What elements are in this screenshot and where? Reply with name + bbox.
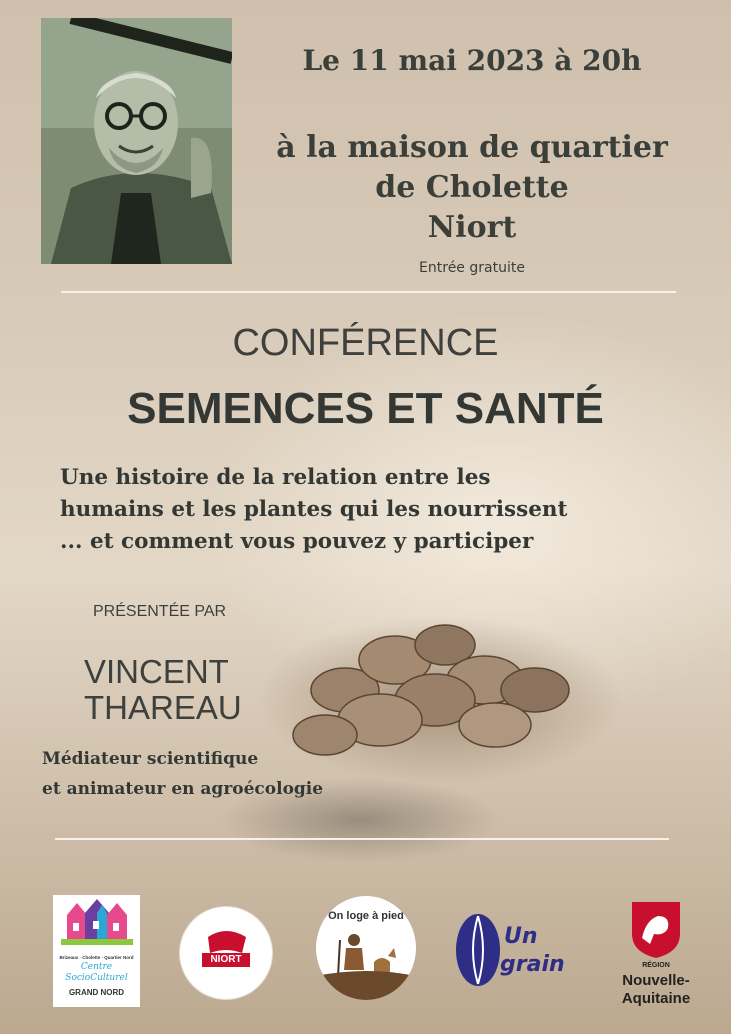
- presented-by: PRÉSENTÉE PAR: [93, 603, 227, 620]
- divider-top: [61, 291, 676, 293]
- event-kind: CONFÉRENCE: [232, 322, 499, 364]
- logo-csc-grand-nord: [53, 895, 140, 1007]
- logo-niort: [180, 907, 272, 999]
- onloge-text: On loge à pied: [328, 910, 404, 922]
- csc-script-text: Centre SocioCulturel: [65, 962, 128, 983]
- event-venue: [252, 128, 692, 248]
- description-line: Une histoire de la relation entre les: [60, 465, 491, 490]
- event-description: [60, 462, 700, 558]
- niort-text: NIORT: [210, 954, 242, 965]
- csc-bottom-text: GRAND NORD: [68, 988, 125, 997]
- logo-region-nouvelle-aquitaine: [606, 898, 706, 1020]
- seed-icon: [450, 910, 510, 990]
- speaker-last-name: THAREAU: [84, 689, 242, 726]
- entry-note: Entrée gratuite: [419, 260, 525, 276]
- description-line: ... et comment vous pouvez y participer: [60, 529, 534, 554]
- logo-on-loge-a-pied: [316, 896, 416, 1000]
- houses-icon: [53, 895, 140, 955]
- venue-line: Niort: [427, 210, 517, 245]
- ungrain-line2: grain: [500, 952, 565, 977]
- role-line: et animateur en agroécologie: [42, 779, 324, 799]
- region-line2: Aquitaine: [621, 990, 691, 1007]
- divider-bottom: [55, 838, 669, 840]
- speaker-role: [42, 744, 402, 804]
- logo-un-grain: [450, 910, 575, 990]
- region-small-text: RÉGION: [642, 962, 670, 969]
- csc-top-text: Brizeaux · Cholette · Quartier Nord: [59, 955, 134, 960]
- description-line: humains et les plantes qui les nourrissent: [60, 497, 568, 522]
- venue-line: à la maison de quartier: [276, 130, 668, 165]
- event-date: Le 11 mai 2023 à 20h: [302, 44, 642, 77]
- region-line1: Nouvelle-: [622, 972, 690, 989]
- niort-emblem-icon: [180, 907, 272, 999]
- walker-animals-icon: [316, 896, 416, 1000]
- speaker-photo: [41, 18, 232, 264]
- ungrain-line1: Un: [504, 924, 538, 949]
- role-line: Médiateur scientifique: [42, 749, 259, 769]
- venue-line: de Cholette: [375, 170, 569, 205]
- event-title: SEMENCES ET SANTÉ: [127, 384, 604, 433]
- speaker-name: [84, 654, 264, 726]
- speaker-first-name: VINCENT: [84, 653, 229, 690]
- lion-shield-icon: [606, 898, 706, 960]
